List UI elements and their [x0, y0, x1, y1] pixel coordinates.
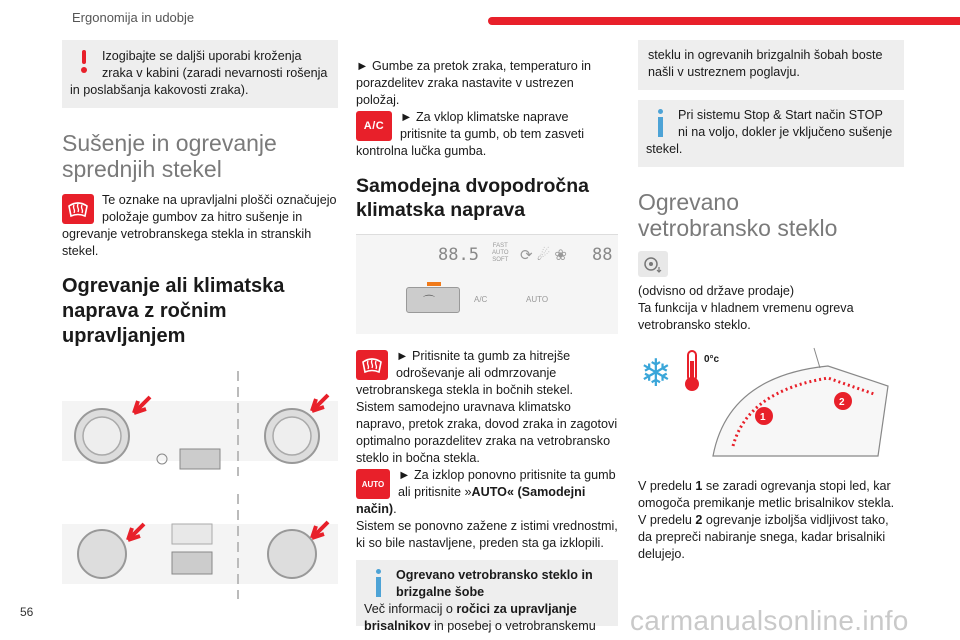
function-text: Ta funkcija v hladnem vremenu ogreva vetrobransko steklo.: [638, 301, 854, 332]
zone2-text-b: 2: [695, 513, 703, 527]
zone-marker-2: 2: [839, 397, 845, 408]
auto-off-text-b: AUTO«: [471, 485, 514, 499]
info-icon: [370, 569, 386, 599]
watermark: carmanualsonline.info: [630, 605, 909, 636]
section-heading-auto-climate: Samodejna dvopodročna klimatska naprava: [356, 175, 589, 221]
windscreen-defrost-icon-2: [356, 350, 388, 380]
auto-off-paragraph: [356, 467, 618, 518]
zone1-text-c: se zaradi ogrevanja stopi led, kar omogoča premikanje metlic brisalnikov stekla.: [638, 479, 895, 510]
info-box-stop-start: [638, 100, 904, 167]
temperature-label: 0°c: [704, 354, 720, 365]
panel-defrost-button: [406, 287, 460, 313]
info-body-c: in posebej o vetrobranskemu: [430, 619, 596, 633]
info-body: [364, 601, 608, 635]
heated-windscreen-picture: [638, 346, 900, 466]
column-2: [356, 40, 618, 633]
info-continued-text: steklu in ogrevanih brizgalnih šobah boste našli v ustreznem poglavju.: [648, 48, 883, 79]
zone2-text: [638, 512, 904, 563]
defrost-paragraph: [62, 192, 338, 260]
country-note: (odvisno od države prodaje): [638, 284, 795, 298]
stop-start-text: Pri sistemu Stop & Start način STOP ni na voljo, dokler je vključeno sušenje stekel.: [646, 108, 893, 156]
airflow-text: ► Gumbe za pretok zraka, temperaturo in porazdelitev zraka nastavite v ustrezen položaj.: [356, 59, 592, 107]
warning-box: [62, 40, 338, 108]
zone1-text: [638, 478, 904, 512]
zone-marker-1: 1: [760, 412, 766, 423]
ac-icon-label: A/C: [363, 119, 385, 132]
column-1: [62, 40, 338, 599]
panel-defrost-symbol: ⌒: [423, 294, 436, 308]
info-icon-2: [652, 109, 668, 139]
auto-off-text: [356, 467, 618, 518]
section-heading-manual: Ogrevanje ali klimatska naprava z ročnim upravljanjem: [62, 275, 285, 347]
auto-climate-panel-picture: [356, 234, 618, 334]
rapid-defrost-text: ► Pritisnite ta gumb za hitrejše odroševanje ali odmrzovanje vetrobranskega stekla in bočnih stekel.: [356, 349, 574, 397]
auto-off-text-a: ► Za izklop ponovno pritisnite ta gumb ali pritisnite »: [398, 468, 616, 499]
svg-text:❄: ❄: [640, 351, 672, 395]
auto-off-text-d: .: [393, 502, 397, 516]
defrost-text: Te oznake na upravljalni plošči označujejo položaje gumbov za hitro sušenje in ogrevanje vetrobranskega stekla in stranskih stekel.: [62, 193, 337, 258]
panel-auto-label: AUTO: [492, 250, 509, 256]
panel-soft-label: SOFT: [492, 257, 509, 263]
info-box-continued: [638, 40, 904, 90]
panel-auto-button-label: AUTO: [526, 295, 549, 304]
info-box-heated-windscreen: [356, 560, 618, 633]
panel-defrost-led: [427, 282, 441, 286]
info-title: Ogrevano vetrobransko steklo in brizgalne šobe: [396, 568, 593, 599]
header-accent-bar: [488, 17, 960, 25]
auto-icon-label: AUTO: [361, 479, 385, 489]
auto-regulation-text: Sistem samodejno uravnava klimatsko napravo, pretok zraka, dovod zraka in zagotovi optimalno porazdelitev zraka na vetrobransko steklo in bočna stekla.: [356, 400, 618, 465]
panel-status-icons: ⟳ ☄ ❀: [520, 247, 567, 264]
auto-button-icon: [356, 469, 390, 499]
running-header: Ergonomija in udobje: [72, 10, 195, 25]
zone2-text-c: ogrevanje izboljša vidljivost tako, da prepreči nabiranje snega, kadar brisalniki delujejo.: [638, 513, 889, 561]
ac-button-icon: [356, 111, 392, 141]
section-heading-heated-windscreen: Ogrevano vetrobransko steklo: [638, 189, 838, 241]
page-number: 56: [20, 605, 34, 619]
panel-ac-label: A/C: [474, 295, 488, 304]
restart-text: Sistem se ponovno zažene z istimi vrednostmi, ki so bile nastavljene, preden sta ga izklopili.: [356, 519, 618, 550]
manual-panel-picture-1: [62, 371, 338, 476]
zone2-text-a: V predelu: [638, 513, 696, 527]
panel-temp-left: 88.5: [438, 245, 479, 265]
section-heading-defrost: Sušenje in ogrevanje sprednjih stekel: [62, 130, 277, 182]
heated-windscreen-icon: [638, 251, 668, 277]
info-body-a: Več informacij o: [364, 602, 457, 616]
panel-fast-label: FAST: [492, 243, 508, 249]
panel-temp-right: 88: [592, 245, 613, 265]
info-body-b: ročici za upravljanje brisalnikov: [364, 602, 577, 633]
panel-mode-labels: [492, 243, 509, 264]
column-3: [638, 40, 904, 563]
rapid-defrost-paragraph: [356, 348, 618, 399]
auto-off-text-c: (Samodejni način): [356, 485, 586, 516]
windscreen-defrost-icon: [62, 194, 94, 224]
ac-paragraph: [356, 109, 618, 160]
zone1-text-b: 1: [695, 479, 703, 493]
warning-icon: [76, 50, 92, 80]
manual-panel-picture-2: [62, 494, 338, 599]
warning-text: Izogibajte se daljši uporabi kroženja zraka v kabini (zaradi nevarnosti rošenja in poslabšanja kakovosti zraka).: [70, 49, 328, 97]
zone1-text-a: V predelu: [638, 479, 696, 493]
ac-text: ► Za vklop klimatske naprave pritisnite ta gumb, ob tem zasveti kontrolna lučka gumba.: [356, 110, 585, 158]
